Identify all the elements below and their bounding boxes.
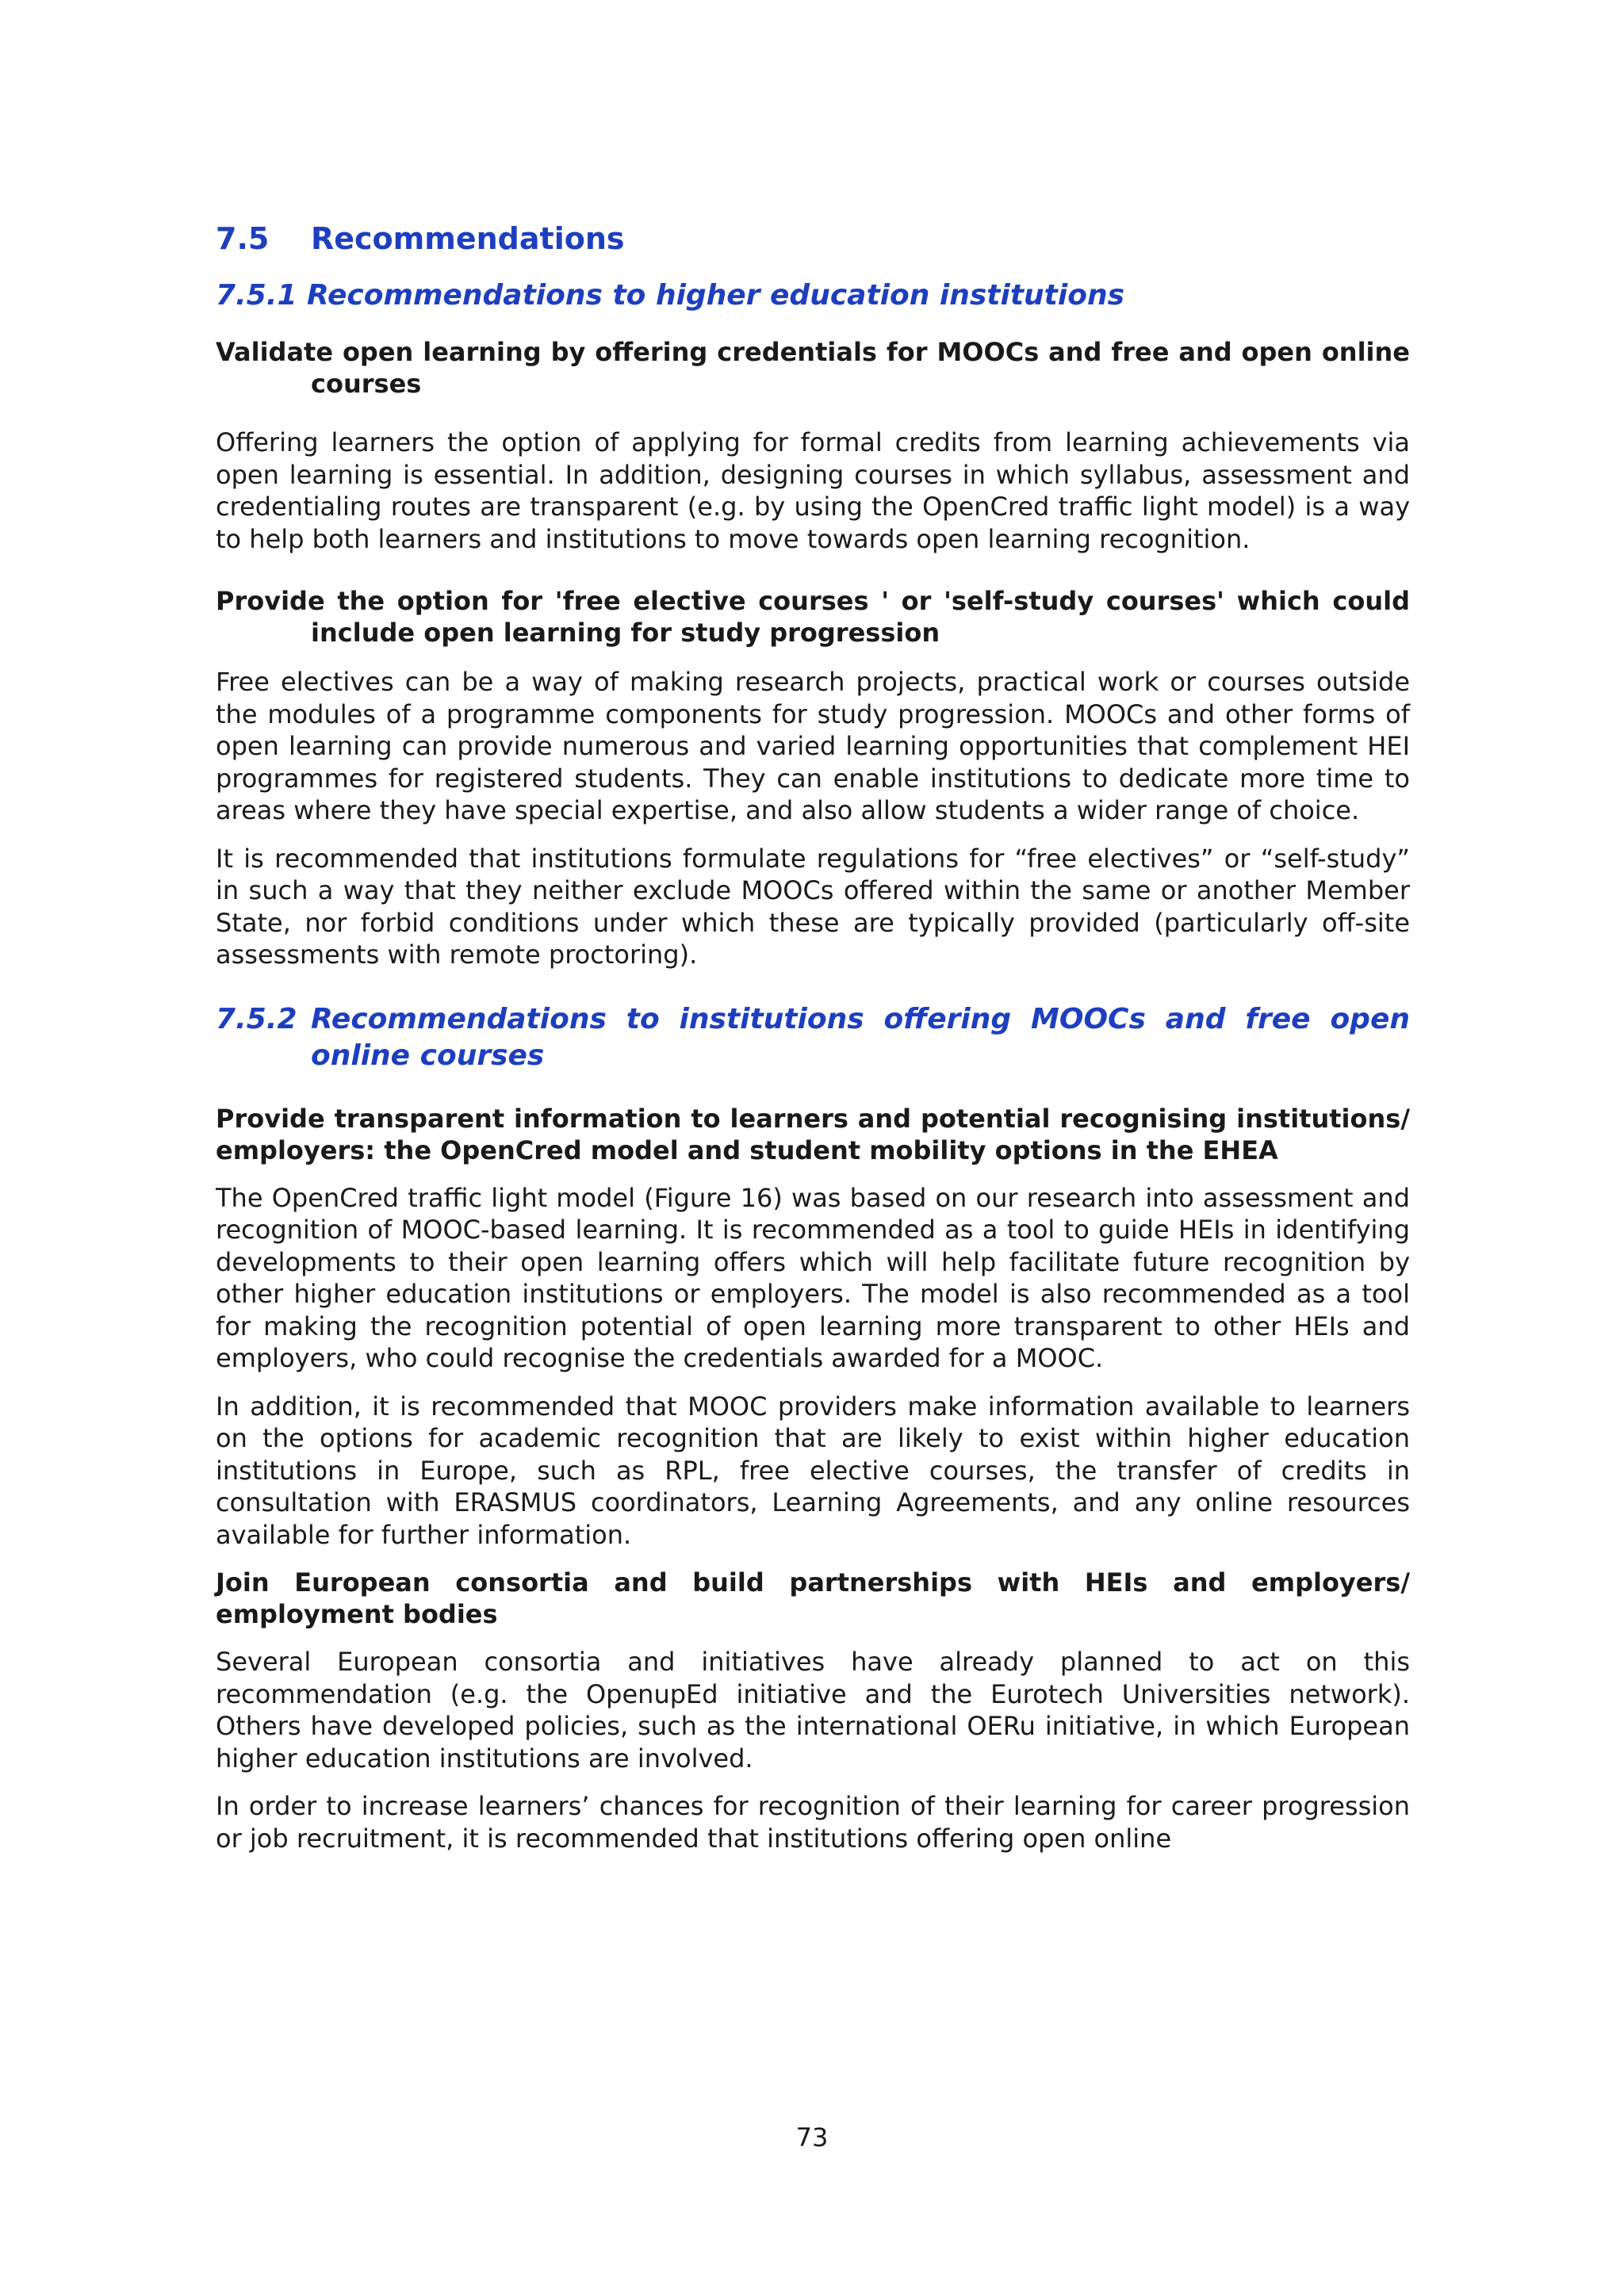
page-number: 73 xyxy=(795,2122,829,2152)
recommendation-body-transparent-1: The OpenCred traffic light model (Figure 16) was based on our research into assessment and recognition of MOOC-based learning. It is recommended as a tool to guide HEIs in identifying developments to their open learning offers which will help facilitate future recognition by other higher education institutions or employers. The model is also recommended as a tool for making the recognition potential of open learning more transparent to other HEIs and employers, who could recognise the credentials awarded for a MOOC. xyxy=(216,1182,1410,1373)
subsection-heading-2 xyxy=(216,1001,1410,1074)
recommendation-body-validate: Offering learners the option of applying for formal credits from learning achievements via open learning is essential. In addition, designing courses in which syllabus, assessment and credentialing routes are transparent (e.g. by using the OpenCred traffic light model) is a way to help both learners and institutions to move towards open learning recognition. xyxy=(216,427,1410,554)
subsection-title-2: Recommendations to institutions offering MOOCs and free open online courses xyxy=(311,1002,1410,1072)
recommendation-heading-electives: Provide the option for 'free elective courses ' or 'self-study courses' which could include open learning for study progression xyxy=(216,586,1410,648)
recommendation-heading-validate: Validate open learning by offering credentials for MOOCs and free and open online courses xyxy=(216,337,1410,399)
page-content xyxy=(216,219,1410,1870)
subsection-number-1: 7.5.1 xyxy=(216,279,297,312)
recommendation-body-electives-1: Free electives can be a way of making research projects, practical work or courses outside the modules of a programme components for study progression. MOOCs and other forms of open learning can provide numerous and varied learning opportunities that complement HEI programmes for registered students. They can enable institutions to dedicate more time to areas where they have special expertise, and also allow students a wider range of choice. xyxy=(216,667,1410,825)
section-title: Recommendations xyxy=(311,221,625,256)
recommendation-heading-transparent: Provide transparent information to learners and potential recognising institutions/ employers: the OpenCred model and student mobility options in the EHEA xyxy=(216,1103,1410,1165)
recommendation-heading-consortia: Join European consortia and build partnerships with HEIs and employers/ employment bodies xyxy=(216,1567,1410,1629)
section-heading xyxy=(216,219,1410,258)
subsection-title-1: Recommendations to higher education institutions xyxy=(307,279,1125,312)
section-number: 7.5 xyxy=(216,221,270,256)
recommendation-body-transparent-2: In addition, it is recommended that MOOC providers make information available to learners on the options for academic recognition that are likely to exist within higher education institutions in Europe, such as RPL, free elective courses, the transfer of credits in consultation with ERASMUS coordinators, Learning Agreements, and any online resources available for further information. xyxy=(216,1391,1410,1550)
recommendation-body-consortia-1: Several European consortia and initiatives have already planned to act on this recommendation (e.g. the OpenupEd initiative and the Eurotech Universities network). Others have developed policies, such as the international OERu initiative, in which European higher education institutions are involved. xyxy=(216,1647,1410,1774)
subsection-number-2: 7.5.2 xyxy=(216,1002,297,1035)
subsection-heading-1 xyxy=(216,277,1410,314)
recommendation-body-electives-2: It is recommended that institutions formulate regulations for “free electives” or “self-study” in such a way that they neither exclude MOOCs offered within the same or another Member State, nor forbid conditions under which these are typically provided (particularly off-site assessments with remote proctoring). xyxy=(216,843,1410,970)
recommendation-body-consortia-2: In order to increase learners’ chances for recognition of their learning for career progression or job recruitment, it is recommended that institutions offering open online xyxy=(216,1791,1410,1854)
